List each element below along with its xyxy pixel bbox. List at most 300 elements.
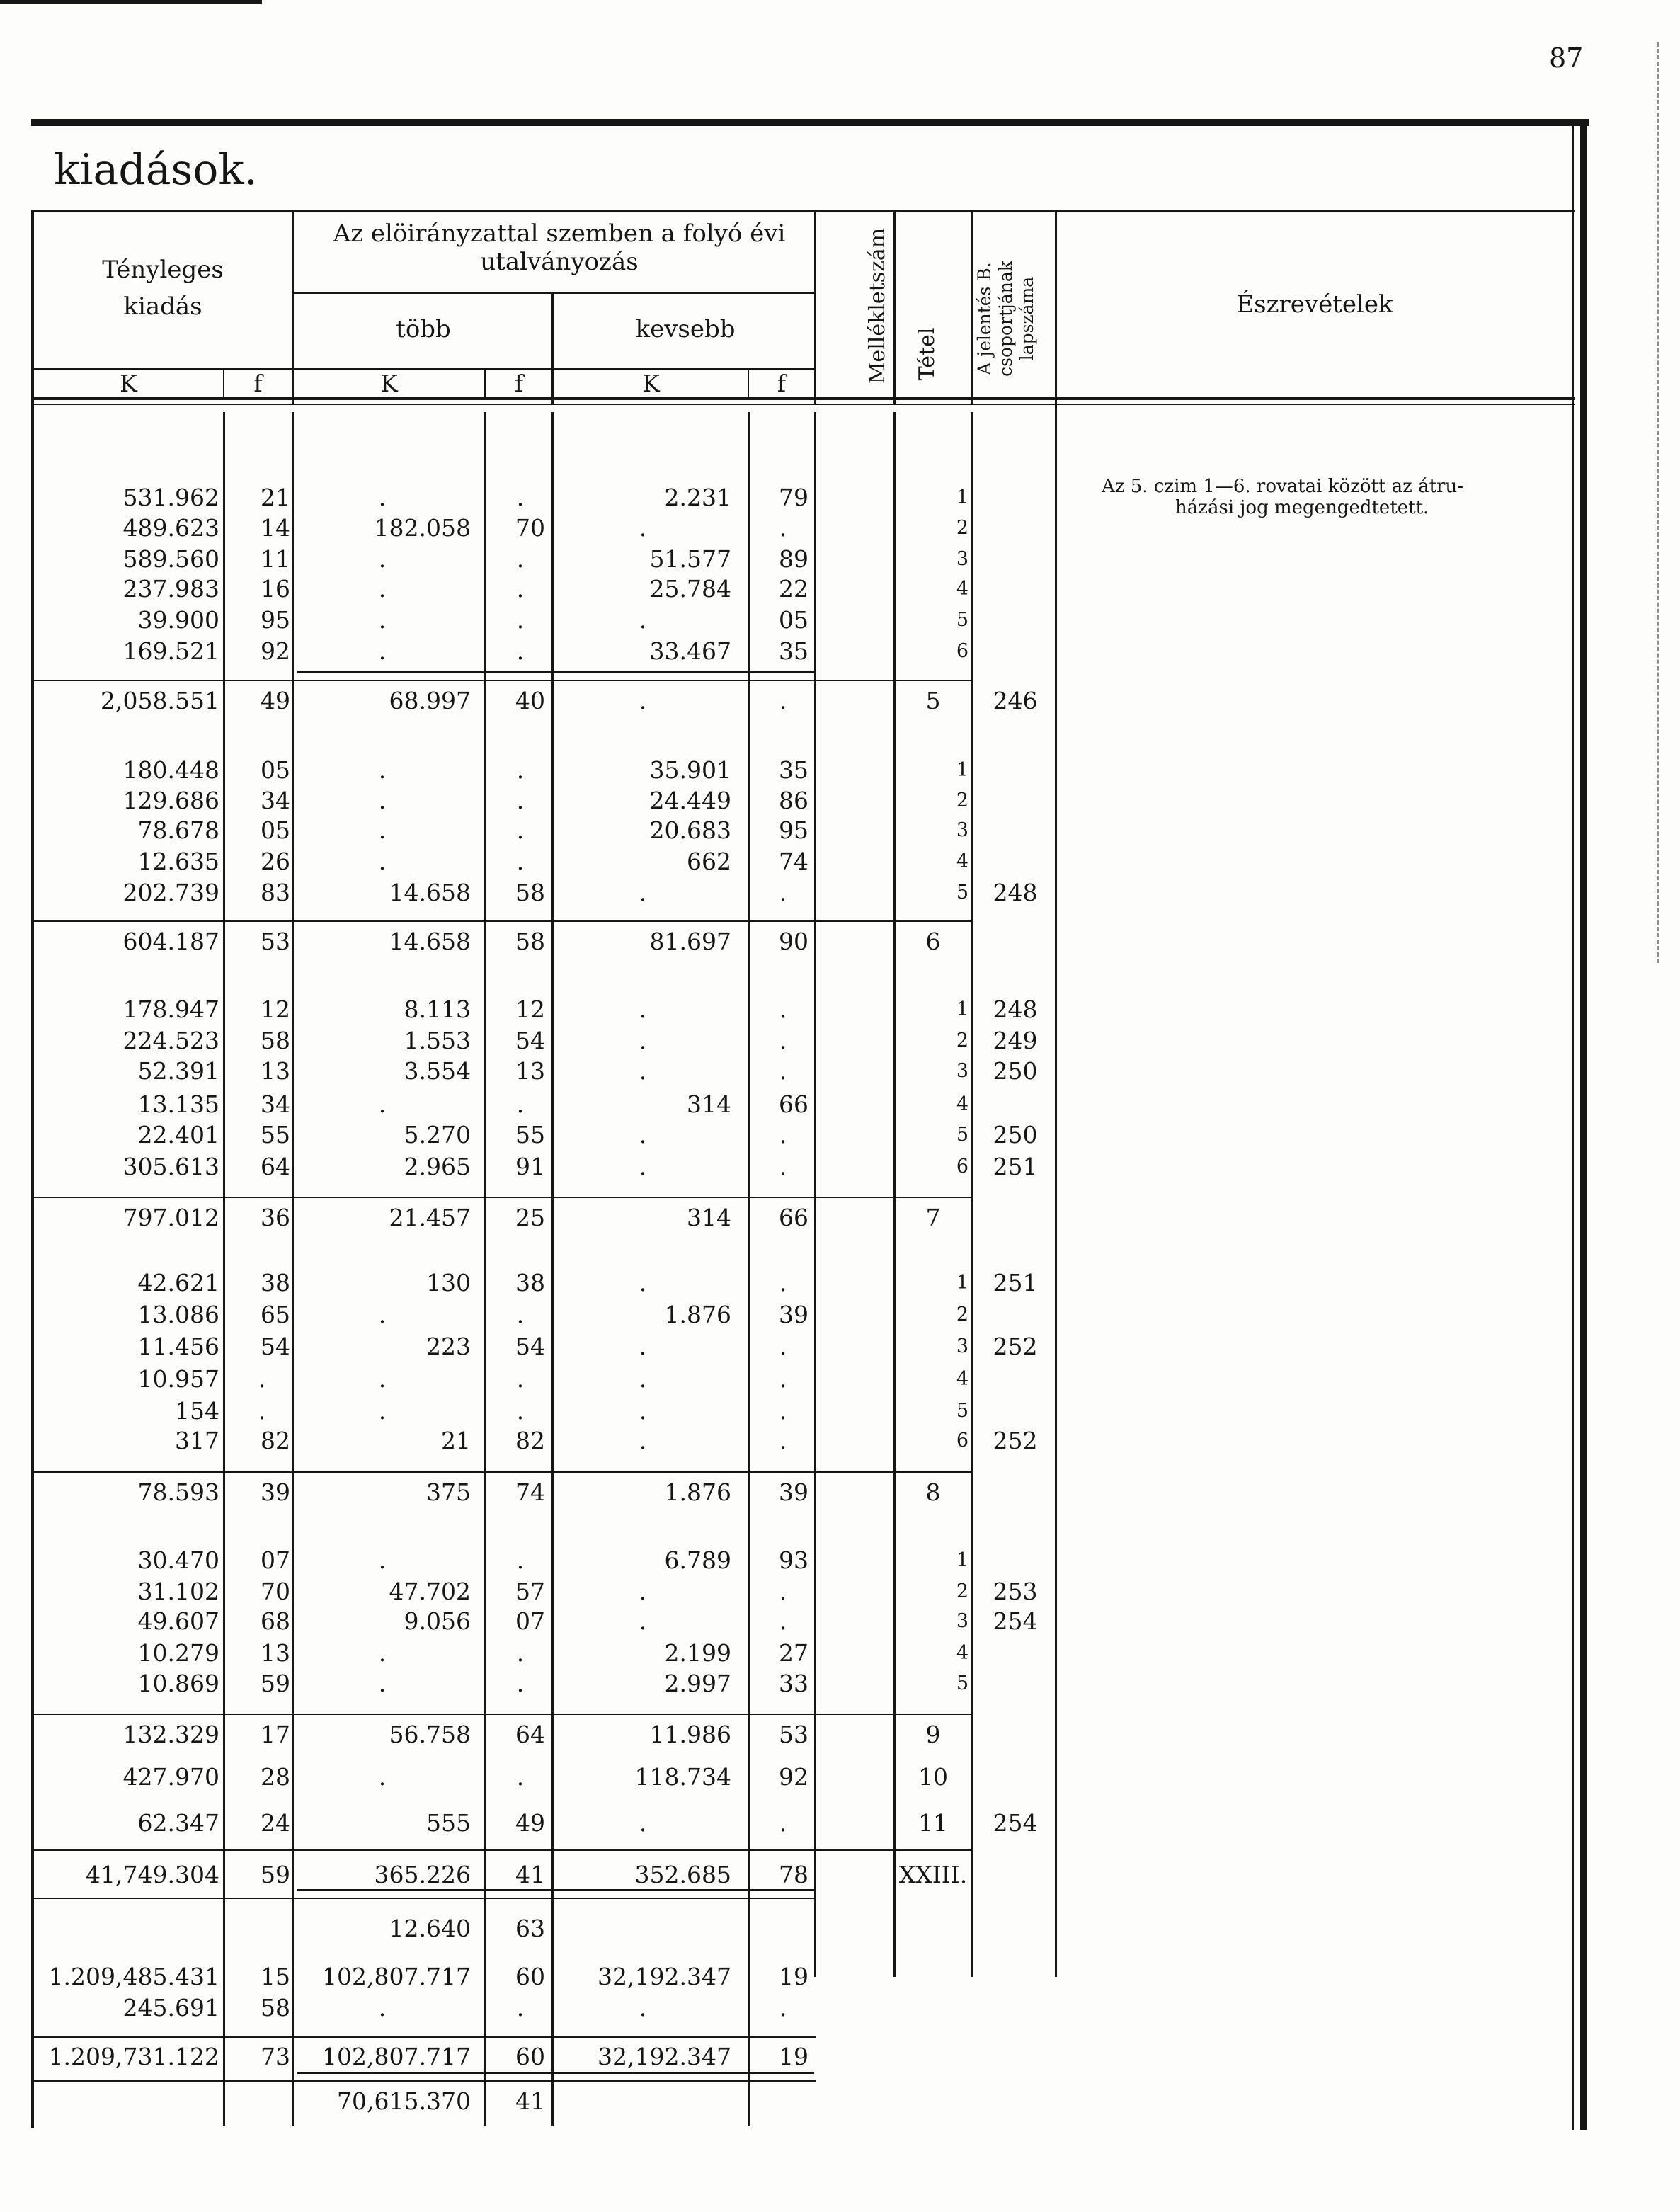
cell-t: 2 bbox=[956, 1580, 968, 1602]
cell-ak: 11.456 bbox=[137, 1333, 219, 1360]
cell-af: . bbox=[258, 1365, 266, 1393]
cell-t: 2 bbox=[956, 517, 968, 539]
cell-ak: 22.401 bbox=[137, 1121, 219, 1148]
cell-mk: . bbox=[378, 1670, 387, 1697]
cell-ak: 10.869 bbox=[137, 1670, 219, 1697]
cell-ak: 13.135 bbox=[137, 1090, 219, 1118]
cell-af: 59 bbox=[261, 1861, 290, 1888]
cell-mk: . bbox=[378, 637, 387, 665]
sum-rule bbox=[34, 1714, 973, 1715]
cell-mf: 60 bbox=[515, 2043, 545, 2070]
col-div-annex bbox=[893, 212, 896, 404]
cell-af: . bbox=[258, 1397, 266, 1425]
cell-mk: 1.553 bbox=[404, 1027, 471, 1054]
cell-lk: 6.789 bbox=[664, 1546, 731, 1574]
cell-ak: 132.329 bbox=[122, 1721, 219, 1748]
cell-lf: 93 bbox=[779, 1546, 808, 1574]
cell-lk: 662 bbox=[687, 848, 731, 875]
cell-mf: 13 bbox=[515, 1057, 545, 1085]
cell-mk: 130 bbox=[426, 1269, 471, 1296]
remark-line-2: házási jog megengedtetett. bbox=[1175, 497, 1429, 518]
cell-lk: 1.876 bbox=[664, 1301, 731, 1328]
cell-mf: 60 bbox=[515, 1963, 545, 1990]
cell-t: 4 bbox=[956, 578, 968, 600]
cell-lf: 33 bbox=[779, 1670, 808, 1697]
cell-t: 7 bbox=[925, 1204, 941, 1231]
header-more: több bbox=[396, 315, 451, 343]
cell-mf: . bbox=[516, 1763, 525, 1791]
cell-lk: 25.784 bbox=[649, 575, 731, 603]
cell-ak: 180.448 bbox=[122, 756, 219, 784]
unit-actual-k: K bbox=[120, 370, 137, 397]
cell-ak: 42.621 bbox=[137, 1269, 219, 1296]
cell-lf: . bbox=[779, 1333, 787, 1360]
cell-lk: 11.986 bbox=[649, 1721, 731, 1748]
cell-lk: . bbox=[639, 1333, 647, 1360]
header-group: Az elöirányzattal szemben a folyó évi utalványozás bbox=[333, 220, 786, 276]
brace-rule bbox=[297, 2072, 814, 2085]
cell-lk: 314 bbox=[687, 1204, 731, 1231]
frame-right-rule bbox=[1580, 119, 1587, 2130]
cell-t: 10 bbox=[918, 1763, 948, 1791]
cell-mf: . bbox=[516, 1301, 525, 1328]
frame-top-rule bbox=[31, 119, 1589, 126]
cell-t: 2 bbox=[956, 1030, 968, 1051]
cell-ak: 224.523 bbox=[122, 1027, 219, 1054]
cell-ak: 245.691 bbox=[122, 1994, 219, 2022]
body-div-less-kf bbox=[748, 412, 750, 2126]
cell-mk: 555 bbox=[426, 1809, 471, 1837]
cell-mf: . bbox=[516, 606, 525, 634]
cell-ak: 797.012 bbox=[122, 1204, 219, 1231]
cell-p: 253 bbox=[993, 1578, 1038, 1605]
cell-af: 92 bbox=[261, 637, 290, 665]
cell-lf: 39 bbox=[779, 1478, 808, 1506]
cell-af: 13 bbox=[261, 1057, 290, 1085]
cell-af: 12 bbox=[261, 996, 290, 1023]
cell-af: 65 bbox=[261, 1301, 290, 1328]
body-div-item bbox=[971, 412, 973, 1977]
cell-mk: 3.554 bbox=[404, 1057, 471, 1085]
cell-af: 16 bbox=[261, 575, 290, 603]
cell-t: 6 bbox=[956, 1156, 968, 1178]
cell-lk: . bbox=[639, 1027, 647, 1054]
cell-af: 70 bbox=[261, 1578, 290, 1605]
cell-lk: . bbox=[639, 1121, 647, 1148]
cell-lk: 81.697 bbox=[649, 928, 731, 955]
cell-p: 251 bbox=[993, 1153, 1038, 1180]
cell-ak: 78.593 bbox=[137, 1478, 219, 1506]
cell-lf: 35 bbox=[779, 756, 808, 784]
cell-mk: . bbox=[378, 575, 387, 603]
cell-t: 5 bbox=[956, 1400, 968, 1422]
body-div-report bbox=[1055, 405, 1057, 1977]
cell-ak: 154 bbox=[175, 1397, 219, 1425]
cell-lf: 27 bbox=[779, 1639, 808, 1667]
header-less: kevsebb bbox=[635, 315, 736, 343]
cell-t: 1 bbox=[956, 1272, 968, 1294]
cell-mf: 38 bbox=[515, 1269, 545, 1296]
sum-rule bbox=[34, 1849, 973, 1851]
cell-lk: 2.199 bbox=[664, 1639, 731, 1667]
cell-mk: 21.457 bbox=[389, 1204, 471, 1231]
cell-lf: 79 bbox=[779, 484, 808, 511]
cell-lk: 32,192.347 bbox=[598, 1963, 731, 1990]
cell-mk: . bbox=[378, 1365, 387, 1393]
cell-mf: 49 bbox=[515, 1809, 545, 1837]
sum-rule bbox=[34, 2036, 816, 2038]
cell-lf: . bbox=[779, 1153, 787, 1180]
col-div-item bbox=[971, 212, 973, 404]
cell-lk: . bbox=[639, 687, 647, 714]
cell-mk: 375 bbox=[426, 1478, 471, 1506]
cell-lk: 2.231 bbox=[664, 484, 731, 511]
cell-p: 249 bbox=[993, 1027, 1038, 1054]
cell-lk: 2.997 bbox=[664, 1670, 731, 1697]
cell-mf: 54 bbox=[515, 1333, 545, 1360]
cell-lk: . bbox=[639, 1427, 647, 1454]
cell-mk: . bbox=[378, 1301, 387, 1328]
cell-p: 251 bbox=[993, 1269, 1038, 1296]
cell-ak: 30.470 bbox=[137, 1546, 219, 1574]
cell-mk: 56.758 bbox=[389, 1721, 471, 1748]
cell-mf: . bbox=[516, 816, 525, 844]
cell-ak: 169.521 bbox=[122, 637, 219, 665]
cell-af: 55 bbox=[261, 1121, 290, 1148]
cell-t: 1 bbox=[956, 998, 968, 1020]
cell-t: 1 bbox=[956, 486, 968, 508]
cell-mk: . bbox=[378, 1763, 387, 1791]
brace-rule bbox=[297, 671, 814, 685]
cell-t: 11 bbox=[918, 1809, 948, 1837]
cell-lk: . bbox=[639, 1607, 647, 1635]
cell-lk: 20.683 bbox=[649, 816, 731, 844]
cell-af: 54 bbox=[261, 1333, 290, 1360]
cell-t: 3 bbox=[956, 548, 968, 570]
cell-t: 4 bbox=[956, 1642, 968, 1664]
cell-lf: . bbox=[779, 1365, 787, 1393]
cell-lk: . bbox=[639, 514, 647, 542]
cell-lf: . bbox=[779, 687, 787, 714]
cell-mf: 07 bbox=[515, 1607, 545, 1635]
cell-lk: 1.876 bbox=[664, 1478, 731, 1506]
page-title: kiadások. bbox=[54, 145, 258, 195]
cell-lk: . bbox=[639, 1153, 647, 1180]
cell-af: 53 bbox=[261, 928, 290, 955]
top-rule-fragment bbox=[0, 0, 262, 4]
scan-edge-marks bbox=[1657, 42, 1669, 963]
cell-ak: 78.678 bbox=[137, 816, 219, 844]
cell-t: 3 bbox=[956, 1335, 968, 1357]
cell-af: 11 bbox=[261, 545, 290, 573]
cell-af: 26 bbox=[261, 848, 290, 875]
cell-ak: 13.086 bbox=[137, 1301, 219, 1328]
cell-mk: . bbox=[378, 1639, 387, 1667]
cell-ak: 1.209,485.431 bbox=[48, 1963, 219, 1990]
cell-af: 64 bbox=[261, 1153, 290, 1180]
cell-t: 5 bbox=[956, 1672, 968, 1694]
header-remarks: Észrevételek bbox=[1236, 290, 1393, 319]
cell-af: 28 bbox=[261, 1763, 290, 1791]
cell-lf: . bbox=[779, 1269, 787, 1296]
cell-af: 34 bbox=[261, 787, 290, 814]
cell-mf: . bbox=[516, 1994, 525, 2022]
cell-mk: . bbox=[378, 1994, 387, 2022]
cell-mf: . bbox=[516, 1090, 525, 1118]
cell-mf: . bbox=[516, 1365, 525, 1393]
header-report: A jelentés B. csoportjának lapszáma bbox=[974, 261, 1037, 377]
header-top-rule bbox=[31, 210, 1575, 212]
cell-ak: 49.607 bbox=[137, 1607, 219, 1635]
cell-mk: 5.270 bbox=[404, 1121, 471, 1148]
cell-af: 73 bbox=[261, 2043, 290, 2070]
cell-lf: 74 bbox=[779, 848, 808, 875]
cell-mf: 54 bbox=[515, 1027, 545, 1054]
cell-ak: 604.187 bbox=[122, 928, 219, 955]
cell-t: 6 bbox=[956, 1430, 968, 1452]
cell-t: 4 bbox=[956, 850, 968, 872]
cell-af: 58 bbox=[261, 1994, 290, 2022]
cell-t: 1 bbox=[956, 1549, 968, 1571]
cell-af: 39 bbox=[261, 1478, 290, 1506]
cell-mf: 55 bbox=[515, 1121, 545, 1148]
cell-ak: 317 bbox=[175, 1427, 219, 1454]
cell-lk: 32,192.347 bbox=[598, 2043, 731, 2070]
cell-mk: 12.640 bbox=[389, 1915, 471, 1942]
cell-af: 82 bbox=[261, 1427, 290, 1454]
cell-ak: 531.962 bbox=[122, 484, 219, 511]
cell-lk: . bbox=[639, 1994, 647, 2022]
cell-mk: . bbox=[378, 756, 387, 784]
cell-mk: 47.702 bbox=[389, 1578, 471, 1605]
cell-ak: 12.635 bbox=[137, 848, 219, 875]
cell-mk: 21 bbox=[441, 1427, 471, 1454]
cell-ak: 237.983 bbox=[122, 575, 219, 603]
cell-t: 3 bbox=[956, 819, 968, 841]
cell-af: 68 bbox=[261, 1607, 290, 1635]
cell-p: 252 bbox=[993, 1333, 1038, 1360]
cell-mf: 91 bbox=[515, 1153, 545, 1180]
cell-p: 254 bbox=[993, 1607, 1038, 1635]
cell-lk: . bbox=[639, 1057, 647, 1085]
cell-ak: 10.957 bbox=[137, 1365, 219, 1393]
cell-ak: 202.739 bbox=[122, 879, 219, 906]
cell-mf: . bbox=[516, 1546, 525, 1574]
cell-ak: 2,058.551 bbox=[101, 687, 219, 714]
cell-t: 4 bbox=[956, 1093, 968, 1115]
cell-mf: . bbox=[516, 787, 525, 814]
cell-lk: 24.449 bbox=[649, 787, 731, 814]
cell-t: 8 bbox=[925, 1478, 941, 1506]
cell-lf: . bbox=[779, 1427, 787, 1454]
cell-t: 2 bbox=[956, 789, 968, 811]
cell-mf: 25 bbox=[515, 1204, 545, 1231]
body-div-annex bbox=[893, 412, 896, 1977]
cell-t: XXIII. bbox=[898, 1861, 968, 1888]
cell-af: 13 bbox=[261, 1639, 290, 1667]
cell-lk: . bbox=[639, 996, 647, 1023]
header-actual: Tényleges kiadás bbox=[102, 256, 224, 321]
cell-mk: . bbox=[378, 787, 387, 814]
cell-mf: 57 bbox=[515, 1578, 545, 1605]
cell-mk: 2.965 bbox=[404, 1153, 471, 1180]
cell-lf: . bbox=[779, 1809, 787, 1837]
cell-lk: . bbox=[639, 1809, 647, 1837]
cell-t: 6 bbox=[956, 640, 968, 662]
cell-lf: . bbox=[779, 514, 787, 542]
page-number: 87 bbox=[1549, 42, 1584, 74]
cell-t: 2 bbox=[956, 1304, 968, 1326]
unit-more-f: f bbox=[514, 370, 524, 397]
cell-lf: . bbox=[779, 1057, 787, 1085]
cell-p: 246 bbox=[993, 687, 1038, 714]
cell-lk: . bbox=[639, 1397, 647, 1425]
cell-p: 250 bbox=[993, 1121, 1038, 1148]
body-div-less bbox=[814, 412, 816, 1977]
cell-lf: 86 bbox=[779, 787, 808, 814]
cell-t: 9 bbox=[925, 1721, 941, 1748]
cell-af: 59 bbox=[261, 1670, 290, 1697]
cell-mf: 58 bbox=[515, 879, 545, 906]
cell-ak: 427.970 bbox=[122, 1763, 219, 1791]
cell-t: 3 bbox=[956, 1060, 968, 1082]
cell-lf: . bbox=[779, 1578, 787, 1605]
cell-af: 36 bbox=[261, 1204, 290, 1231]
cell-af: 34 bbox=[261, 1090, 290, 1118]
cell-mk: 223 bbox=[426, 1333, 471, 1360]
cell-lf: . bbox=[779, 1027, 787, 1054]
cell-ak: 129.686 bbox=[122, 787, 219, 814]
header-bottom-rule-2 bbox=[31, 404, 1575, 405]
header-annex: Mellékletszám bbox=[865, 227, 890, 384]
cell-ak: 178.947 bbox=[122, 996, 219, 1023]
cell-t: 3 bbox=[956, 1610, 968, 1632]
cell-lk: . bbox=[639, 1365, 647, 1393]
cell-af: 95 bbox=[261, 606, 290, 634]
cell-af: 14 bbox=[261, 514, 290, 542]
cell-lk: 314 bbox=[687, 1090, 731, 1118]
sum-rule bbox=[34, 1471, 973, 1473]
cell-mk: . bbox=[378, 848, 387, 875]
cell-ak: 62.347 bbox=[137, 1809, 219, 1837]
cell-ak: 41,749.304 bbox=[86, 1861, 219, 1888]
cell-mk: . bbox=[378, 545, 387, 573]
cell-lf: 53 bbox=[779, 1721, 808, 1748]
cell-af: 05 bbox=[261, 756, 290, 784]
cell-mk: 14.658 bbox=[389, 879, 471, 906]
cell-mk: 8.113 bbox=[404, 996, 471, 1023]
cell-lf: 22 bbox=[779, 575, 808, 603]
cell-t: 5 bbox=[956, 609, 968, 631]
cell-lk: 33.467 bbox=[649, 637, 731, 665]
cell-ak: 52.391 bbox=[137, 1057, 219, 1085]
cell-lk: 118.734 bbox=[634, 1763, 731, 1791]
cell-mf: . bbox=[516, 1639, 525, 1667]
cell-lf: 89 bbox=[779, 545, 808, 573]
remark-line-1: Az 5. czim 1—6. rovatai között az átru- bbox=[1102, 476, 1464, 497]
cell-p: 248 bbox=[993, 879, 1038, 906]
frame-right-inner bbox=[1572, 126, 1574, 2130]
cell-ak: 31.102 bbox=[137, 1578, 219, 1605]
cell-mk: 14.658 bbox=[389, 928, 471, 955]
cell-lf: 92 bbox=[779, 1763, 808, 1791]
cell-mf: 82 bbox=[515, 1427, 545, 1454]
sum-rule bbox=[34, 1197, 973, 1198]
cell-mf: . bbox=[516, 484, 525, 511]
cell-af: 24 bbox=[261, 1809, 290, 1837]
unit-less-f: f bbox=[777, 370, 787, 397]
cell-lf: 95 bbox=[779, 816, 808, 844]
cell-lf: . bbox=[779, 879, 787, 906]
cell-mf: . bbox=[516, 1397, 525, 1425]
cell-mf: 12 bbox=[515, 996, 545, 1023]
cell-af: 07 bbox=[261, 1546, 290, 1574]
cell-af: 21 bbox=[261, 484, 290, 511]
cell-p: 252 bbox=[993, 1427, 1038, 1454]
cell-mf: 64 bbox=[515, 1721, 545, 1748]
header-item: Tétel bbox=[915, 327, 939, 381]
body-div-more-kf bbox=[484, 412, 486, 2126]
cell-mk: 182.058 bbox=[374, 514, 471, 542]
unit-more-k: K bbox=[380, 370, 398, 397]
cell-p: 254 bbox=[993, 1809, 1038, 1837]
sum-rule bbox=[34, 920, 973, 922]
cell-ak: 39.900 bbox=[137, 606, 219, 634]
cell-af: 83 bbox=[261, 879, 290, 906]
cell-mf: 41 bbox=[515, 1861, 545, 1888]
cell-mf: . bbox=[516, 756, 525, 784]
cell-mf: 40 bbox=[515, 687, 545, 714]
cell-mk: 365.226 bbox=[374, 1861, 471, 1888]
cell-mf: 74 bbox=[515, 1478, 545, 1506]
cell-lf: . bbox=[779, 1121, 787, 1148]
cell-af: 38 bbox=[261, 1269, 290, 1296]
col-div-group-right bbox=[814, 212, 816, 404]
cell-mk: 102,807.717 bbox=[322, 2043, 471, 2070]
cell-lf: 19 bbox=[779, 2043, 808, 2070]
cell-af: 49 bbox=[261, 687, 290, 714]
cell-lf: 35 bbox=[779, 637, 808, 665]
cell-mf: . bbox=[516, 637, 525, 665]
cell-mk: . bbox=[378, 1546, 387, 1574]
cell-mk: 68.997 bbox=[389, 687, 471, 714]
cell-af: 05 bbox=[261, 816, 290, 844]
cell-lk: 35.901 bbox=[649, 756, 731, 784]
cell-p: 248 bbox=[993, 996, 1038, 1023]
cell-af: 15 bbox=[261, 1963, 290, 1990]
cell-lf: 39 bbox=[779, 1301, 808, 1328]
cell-mk: 70,615.370 bbox=[337, 2087, 471, 2115]
cell-mk: 102,807.717 bbox=[322, 1963, 471, 1990]
cell-lf: 78 bbox=[779, 1861, 808, 1888]
cell-mf: . bbox=[516, 1670, 525, 1697]
cell-mf: 70 bbox=[515, 514, 545, 542]
cell-mk: . bbox=[378, 1090, 387, 1118]
cell-mk: . bbox=[378, 816, 387, 844]
cell-t: 5 bbox=[956, 882, 968, 903]
cell-t: 1 bbox=[956, 759, 968, 781]
cell-lk: 352.685 bbox=[634, 1861, 731, 1888]
cell-mf: . bbox=[516, 575, 525, 603]
cell-mk: . bbox=[378, 606, 387, 634]
cell-ak: 489.623 bbox=[122, 514, 219, 542]
body-div-actual-kf bbox=[223, 412, 225, 2126]
unit-actual-f: f bbox=[253, 370, 263, 397]
cell-lf: . bbox=[779, 1397, 787, 1425]
cell-lk: . bbox=[639, 606, 647, 634]
cell-mk: . bbox=[378, 484, 387, 511]
cell-lk: 51.577 bbox=[649, 545, 731, 573]
